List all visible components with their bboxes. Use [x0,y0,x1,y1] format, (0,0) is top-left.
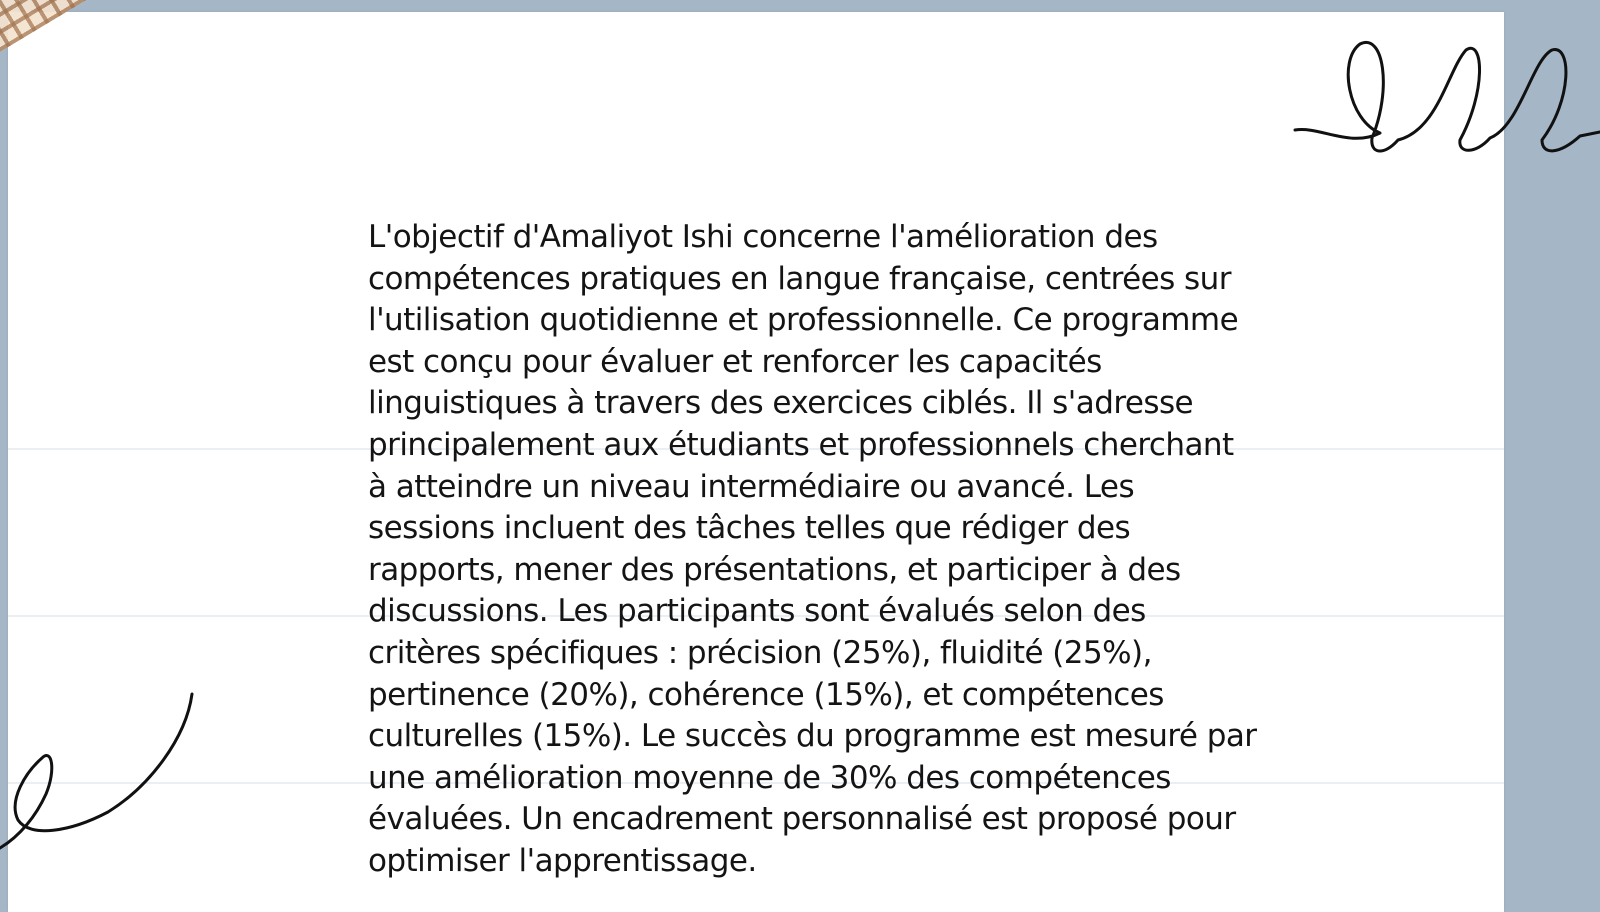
body-paragraph: L'objectif d'Amaliyot Ishi concerne l'amélioration des compétences pratiques en langue française, centrées sur l'utilisation quotidienne et professionnelle. Ce programme est conçu pour évaluer et renforcer les capacités linguistiques à travers des exercices ciblés. Il s'adresse principalement aux étudiants et professionnels cherchant à atteindre un niveau intermédiaire ou avancé. Les sessions incluent des tâches telles que rédiger des rapports, mener des présentations, et participer à des discussions. Les participants sont évalués selon des critères spécifiques : précision (25%), fluidité (25%), pertinence (20%), cohérence (15%), et compétences culturelles (15%). Le succès du programme est mesuré par une amélioration moyenne de 30% des compétences évaluées. Un encadrement personnalisé est proposé pour optimiser l'apprentissage. [368,219,1257,879]
swirl-scribble-icon [0,690,210,850]
loop-scribble-icon [1280,30,1600,165]
